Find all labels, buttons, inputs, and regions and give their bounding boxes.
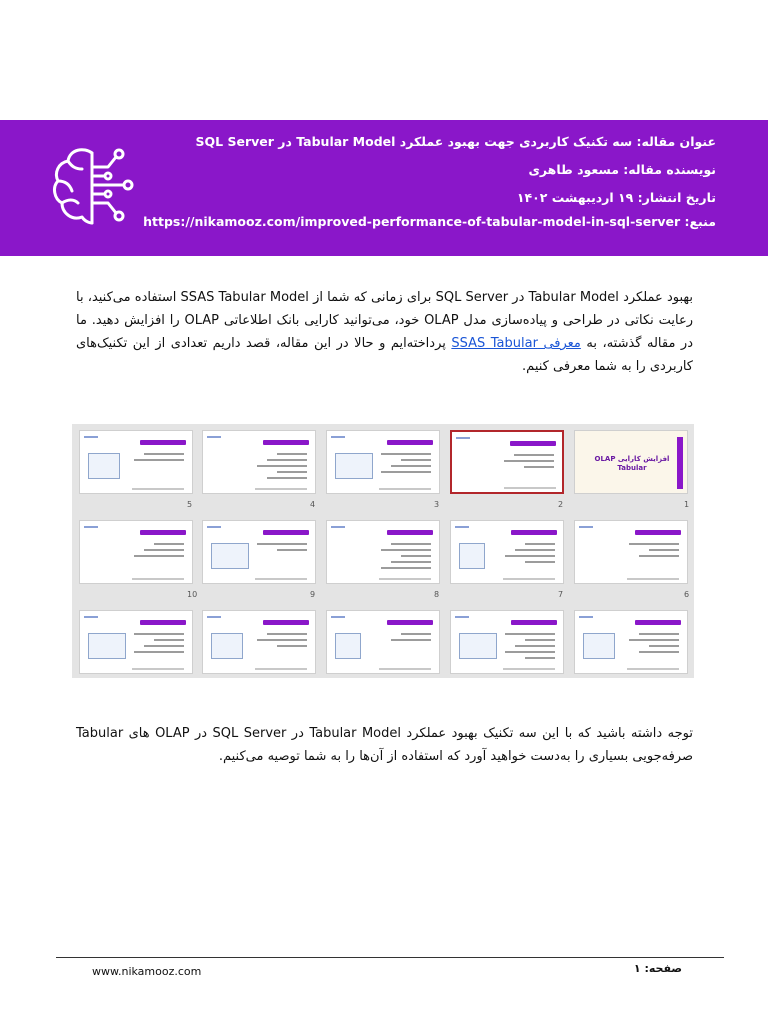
slide-logo (331, 436, 345, 438)
slide-text-line (277, 453, 307, 455)
slide-heading (263, 440, 309, 445)
slide-footer (132, 488, 184, 490)
slide-text-line (504, 460, 554, 462)
slide-diagram (335, 633, 361, 659)
article-meta (143, 130, 716, 234)
slide-text-line (381, 549, 431, 551)
slide-text-line (154, 543, 184, 545)
slide-heading (140, 530, 186, 535)
slide-text-line (525, 543, 555, 545)
slide-text-line (267, 459, 307, 461)
article-source: منبع: https://nikamooz.com/improved-performance-of-tabular-model-in-sql-server (143, 214, 716, 229)
slide-number: 1 (684, 500, 690, 509)
slide-thumbnail[interactable] (450, 610, 564, 674)
slide-text-line (144, 549, 184, 551)
slide-footer (504, 487, 556, 489)
slide-text-line (649, 645, 679, 647)
intro-text-start: بهبود عملکرد Tabular Model در SQL Server برای زمانی که شما از SSAS Tabular Model استفاده می‌کنید، با رعایت نکاتی در طراحی و پیاده‌سازی مدل OLAP خود، می‌توانید کارایی بانک اطلاعاتی OLAP را افزایش دهید. ما در مقاله گذشته، به (76, 290, 693, 351)
slide-logo (207, 436, 221, 438)
slide-text-line (277, 471, 307, 473)
slide-text-line (639, 633, 679, 635)
slide-text-line (505, 633, 555, 635)
article-title: عنوان مقاله: سه تکنیک کاربردی جهت بهبود عملکرد Tabular Model در SQL Server (195, 134, 716, 149)
slide-thumbnail[interactable] (450, 520, 564, 584)
slide-diagram (88, 633, 126, 659)
slide-logo (84, 526, 98, 528)
slide-heading (387, 440, 433, 445)
slide-text-line (267, 477, 307, 479)
slide-thumbnail[interactable] (450, 430, 564, 494)
slide-logo (331, 616, 345, 618)
slide-diagram (459, 633, 497, 659)
slide-thumbnails-panel (72, 424, 694, 678)
slide-text-line (639, 651, 679, 653)
slide-text-line (257, 465, 307, 467)
ssas-tabular-link[interactable]: معرفی SSAS Tabular (451, 336, 581, 351)
slide-logo (579, 616, 593, 618)
slide-text-line (401, 555, 431, 557)
slide-text-line (515, 549, 555, 551)
article-author: نویسنده مقاله: مسعود طاهری (528, 162, 716, 177)
slide-text-line (134, 633, 184, 635)
slide-text-line (391, 465, 431, 467)
slide-text-line (525, 639, 555, 641)
slide-footer (503, 578, 555, 580)
slide-number: 4 (310, 500, 316, 509)
slide-text-line (154, 639, 184, 641)
slide-text-line (144, 645, 184, 647)
slide-text-line (505, 651, 555, 653)
slide-thumbnail[interactable] (326, 520, 440, 584)
slide-text-line (134, 555, 184, 557)
slide-thumbnail[interactable] (202, 520, 316, 584)
slide-thumbnail[interactable] (79, 430, 193, 494)
slide-thumbnail[interactable] (202, 610, 316, 674)
slide-thumbnail[interactable] (574, 430, 688, 494)
slide-thumbnail[interactable] (79, 520, 193, 584)
slide-text-line (514, 454, 554, 456)
slide-footer (627, 668, 679, 670)
intro-paragraph (76, 286, 693, 378)
slide-heading (635, 530, 681, 535)
slide-logo (331, 526, 345, 528)
slide-text-line (257, 639, 307, 641)
slide-logo (455, 526, 469, 528)
slide-text-line (381, 471, 431, 473)
slide-logo (456, 437, 470, 439)
article-date: تاریخ انتشار: ۱۹ اردیبهشت ۱۴۰۲ (516, 190, 716, 205)
slide-thumbnail[interactable] (326, 430, 440, 494)
slide-text-line (525, 561, 555, 563)
slide-text-line (267, 633, 307, 635)
slide-text-line (144, 453, 184, 455)
slide-number: 9 (310, 590, 316, 599)
footer-website[interactable]: www.nikamooz.com (92, 965, 202, 978)
slide-heading (387, 530, 433, 535)
slide-number: 6 (684, 590, 690, 599)
slide-thumbnail[interactable] (79, 610, 193, 674)
slide-logo (207, 616, 221, 618)
slide-text-line (505, 555, 555, 557)
slide-diagram (211, 633, 243, 659)
slide-number: 7 (558, 590, 564, 599)
slide-text-line (391, 561, 431, 563)
slide-footer (255, 488, 307, 490)
slide-text-line (649, 549, 679, 551)
slide-thumbnail[interactable] (202, 430, 316, 494)
slide-footer (132, 668, 184, 670)
slide-diagram (211, 543, 249, 569)
slide-heading (140, 440, 186, 445)
slide-logo (207, 526, 221, 528)
slide-text-line (401, 459, 431, 461)
slide-thumbnail[interactable] (574, 520, 688, 584)
slide-footer (132, 578, 184, 580)
slide-footer (379, 668, 431, 670)
slide-heading (635, 620, 681, 625)
note-paragraph: توجه داشته باشید که با این سه تکنیک بهبود عملکرد Tabular Model در SQL Server در OLAP های Tabular صرفه‌جویی بسیاری را به‌دست خواهید آورد که استفاده از آن‌ها را به شما توصیه می‌کنیم. (76, 726, 693, 764)
slide-heading (263, 620, 309, 625)
slide-text-line (381, 453, 431, 455)
slide-text-line (391, 543, 431, 545)
slide-footer (255, 668, 307, 670)
slide-text-line (525, 657, 555, 659)
slide-heading (387, 620, 433, 625)
slide-diagram (335, 453, 373, 479)
slide-text-line (515, 645, 555, 647)
slide-footer (379, 488, 431, 490)
slide-footer (503, 668, 555, 670)
slide-logo (84, 616, 98, 618)
slide-text-line (134, 459, 184, 461)
footer-page-number: صفحه: ۱ (633, 962, 682, 975)
brain-circuit-icon (46, 141, 138, 233)
slide-text-line (629, 639, 679, 641)
slide-number: 5 (187, 500, 193, 509)
slide-text-line (639, 555, 679, 557)
slide-text-line (391, 639, 431, 641)
intro-text-end: پرداخته‌ایم و حالا در این مقاله، قصد داریم تعدادی از این تکنیک‌های کاربردی را به شما معرفی کنیم. (76, 336, 693, 374)
slide-thumbnail[interactable] (574, 610, 688, 674)
slide-text-line (134, 651, 184, 653)
slide-number: 2 (558, 500, 564, 509)
slide-diagram (88, 453, 120, 479)
slide-thumbnail[interactable] (326, 610, 440, 674)
slide-diagram (583, 633, 615, 659)
cover-slide-title: افزایش کارایی OLAP Tabular (594, 455, 670, 472)
slide-number: 3 (434, 500, 440, 509)
cover-slide-accent (677, 437, 683, 489)
slide-heading (510, 441, 556, 446)
slide-text-line (257, 543, 307, 545)
slide-text-line (277, 645, 307, 647)
slide-logo (579, 526, 593, 528)
footer-divider (56, 957, 724, 958)
slide-logo (455, 616, 469, 618)
slide-heading (263, 530, 309, 535)
slide-text-line (277, 549, 307, 551)
slide-text-line (381, 567, 431, 569)
slide-text-line (524, 466, 554, 468)
slide-number: 8 (434, 590, 440, 599)
slide-text-line (401, 633, 431, 635)
slide-logo (84, 436, 98, 438)
slide-heading (511, 620, 557, 625)
slide-footer (627, 578, 679, 580)
slide-heading (511, 530, 557, 535)
slide-footer (255, 578, 307, 580)
slide-diagram (459, 543, 485, 569)
slide-heading (140, 620, 186, 625)
slide-text-line (629, 543, 679, 545)
slide-number: 10 (187, 590, 198, 599)
slide-footer (379, 578, 431, 580)
